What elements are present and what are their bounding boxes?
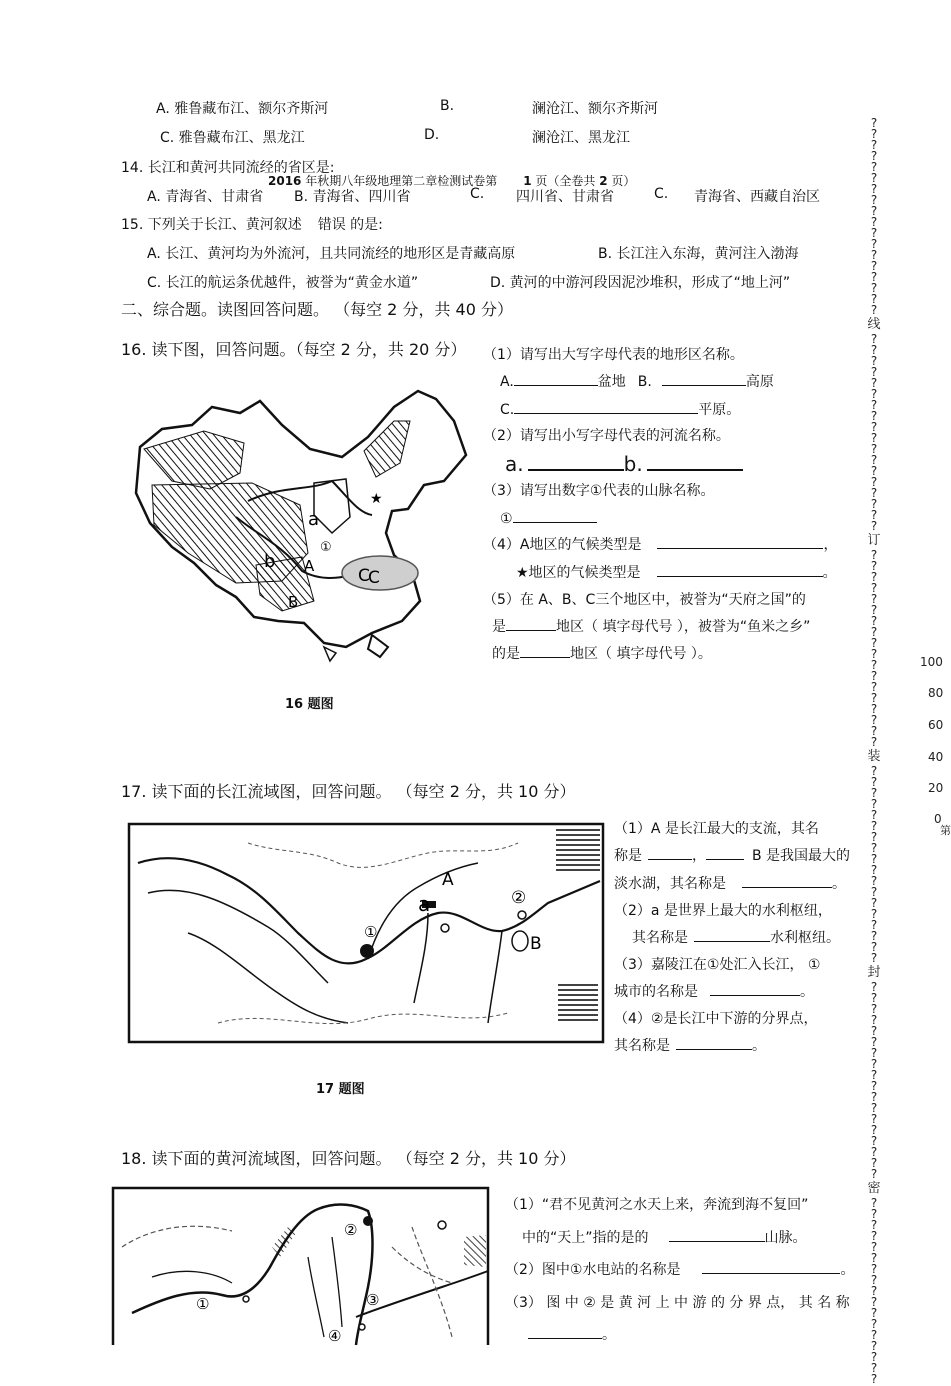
binding-mark: ?	[870, 647, 878, 661]
binding-mark: ?	[870, 764, 878, 778]
q16-p4-star-end: 。	[822, 565, 837, 581]
q16-p1-b-label: B.	[637, 374, 652, 390]
china-terrain-map	[132, 385, 480, 675]
binding-mark: ?	[870, 1057, 878, 1071]
binding-mark: ?	[870, 1156, 878, 1170]
yellow-river-basin-map	[112, 1187, 490, 1345]
binding-mark: ?	[870, 559, 878, 573]
binding-mark: ?	[870, 1306, 878, 1320]
binding-mark: ?	[870, 1229, 878, 1243]
binding-mark: ?	[870, 226, 878, 240]
axis-label-0: 0	[934, 812, 942, 826]
q13-option-d-label: D.	[424, 127, 440, 143]
map16-label-a: a	[308, 509, 320, 530]
binding-mark: ?	[870, 841, 878, 855]
q17-p1b: 称是	[614, 848, 642, 864]
q17-p2: （2）a 是世界上最大的水利枢纽，	[614, 903, 832, 919]
q17-p3b-end: 。	[800, 984, 814, 1000]
q16-p1-plateau: 高原	[745, 374, 774, 390]
binding-mark: ?	[870, 354, 878, 368]
q18-p3b-line	[528, 1324, 616, 1344]
binding-mark: ?	[870, 420, 878, 434]
map17-label-B: B	[530, 934, 542, 954]
q13-option-b: 澜沧江、额尔齐斯河	[532, 101, 658, 117]
binding-mark: ?	[870, 1123, 878, 1137]
binding-mark: ?	[870, 453, 878, 467]
q16-p3: （3）请写出数字①代表的山脉名称。	[483, 483, 715, 499]
q17-blank-tributary2[interactable]	[706, 845, 744, 860]
binding-mark: ?	[870, 724, 878, 738]
binding-mark: ?	[870, 281, 878, 295]
binding-mark: ?	[870, 171, 878, 185]
q16-blank-climate-star[interactable]	[657, 562, 823, 577]
q17-p1c: 淡水湖，其名称是	[614, 876, 726, 892]
binding-char: 订	[867, 533, 881, 548]
binding-mark: ?	[870, 592, 878, 606]
q14-option-d: 青海省、西藏自治区	[694, 189, 820, 205]
binding-mark: ?	[870, 442, 878, 456]
q17-blank-project[interactable]	[694, 927, 770, 942]
binding-mark: ?	[870, 270, 878, 284]
map17-label-A: A	[442, 870, 454, 890]
binding-mark: ?	[870, 387, 878, 401]
binding-mark: ?	[870, 951, 878, 965]
q14-stem: 14. 长江和黄河共同流经的省区是:	[121, 160, 335, 176]
binding-mark: ?	[870, 365, 878, 379]
q16-p5-is: 是	[492, 619, 506, 635]
q15-stem-b: 的是:	[345, 217, 383, 233]
q17-p3b: 城市的名称是	[614, 984, 698, 1000]
binding-mark: ?	[870, 1207, 878, 1221]
q16-blank-river-a[interactable]	[528, 449, 624, 471]
q17-p3: （3）嘉陵江在①处汇入长江， ①	[614, 957, 821, 973]
q16-p4-star-line	[516, 562, 837, 582]
q18-title: 18. 读下面的黄河流域图，回答问题。 （每空 2 分，共 10 分）	[121, 1149, 576, 1168]
binding-mark: ?	[870, 1068, 878, 1082]
binding-mark: ?	[870, 486, 878, 500]
page-char: 第	[940, 824, 951, 837]
q17-blank-lake[interactable]	[742, 873, 832, 888]
q16-blank-b[interactable]	[662, 371, 746, 386]
q17-blank-city[interactable]	[710, 981, 800, 996]
map16-label-b: b	[264, 551, 276, 572]
q16-p5-line2	[492, 643, 712, 663]
binding-mark: ?	[870, 1002, 878, 1016]
q14-option-c-label: C.	[470, 186, 485, 202]
q16-blank-river-b[interactable]	[647, 449, 743, 471]
q18-p2-end: 。	[840, 1262, 855, 1278]
binding-mark: ?	[870, 475, 878, 489]
q16-p4-end: ，	[823, 537, 838, 553]
binding-mark: ?	[870, 1046, 878, 1060]
binding-mark: ?	[870, 1284, 878, 1298]
map16-label-C: C	[358, 566, 370, 586]
binding-mark: ?	[870, 398, 878, 412]
q16-p3-num: ①	[500, 511, 513, 527]
binding-mark: ?	[870, 1145, 878, 1159]
binding-mark: ?	[870, 669, 878, 683]
q16-blank-c[interactable]	[514, 399, 698, 414]
q14-option-a: A. 青海省、甘肃省	[147, 189, 264, 205]
q16-title: 16. 读下图，回答问题。（每空 2 分，共 20 分）	[121, 340, 467, 359]
q16-blank-mountain[interactable]	[513, 508, 597, 523]
header-year: 2016	[268, 174, 302, 188]
q17-title: 17. 读下面的长江流域图，回答问题。 （每空 2 分，共 10 分）	[121, 782, 576, 801]
q18-blank-mountain[interactable]	[669, 1227, 765, 1242]
map16-label-A: A	[304, 557, 315, 575]
binding-mark: ?	[870, 808, 878, 822]
binding-mark: ?	[870, 332, 878, 346]
binding-mark: ?	[870, 237, 878, 251]
binding-mark: ?	[870, 918, 878, 932]
binding-mark: ?	[870, 581, 878, 595]
q16-blank-yumi[interactable]	[520, 643, 570, 658]
q18-p1b-line	[522, 1227, 807, 1247]
binding-char: 密	[867, 1181, 881, 1196]
q17-p2b-line	[632, 927, 840, 947]
map16-star-icon: ★	[370, 491, 383, 507]
binding-mark: ?	[870, 182, 878, 196]
q15-option-a: A. 长江、黄河均为外流河，且共同流经的地形区是青藏高原	[147, 246, 516, 262]
binding-mark: ?	[870, 940, 878, 954]
axis-label-100: 100	[920, 655, 943, 669]
binding-char: 封	[867, 965, 881, 980]
binding-mark: ?	[870, 138, 878, 152]
binding-mark: ?	[870, 1328, 878, 1342]
map18-label-1: ①	[196, 1295, 210, 1313]
q17-p1c-end: 。	[832, 876, 846, 892]
binding-mark: ?	[870, 1251, 878, 1265]
binding-mark: ?	[870, 658, 878, 672]
binding-mark: ?	[870, 863, 878, 877]
binding-mark: ?	[870, 303, 878, 317]
q16-p2-a-label: a.	[505, 452, 524, 476]
binding-mark: ?	[870, 149, 878, 163]
q17-caption: 17 题图	[316, 1082, 365, 1097]
q13-option-b-label: B.	[440, 98, 455, 114]
q13-option-c: C. 雅鲁藏布江、黑龙江	[160, 130, 305, 146]
q16-p5-line1	[492, 616, 810, 636]
q15-option-b: B. 长江注入东海，黄河注入渤海	[598, 246, 799, 262]
q16-p2-b-label: b.	[623, 452, 643, 476]
q17-p1: （1）A 是长江最大的支流，其名	[614, 821, 819, 837]
binding-mark: ?	[870, 116, 878, 130]
binding-mark: ?	[870, 1218, 878, 1232]
q16-blank-tianfu[interactable]	[506, 616, 556, 631]
binding-mark: ?	[870, 797, 878, 811]
map16-label-mountain: ①	[320, 540, 332, 555]
binding-mark: ?	[870, 830, 878, 844]
q17-p1b-comma: ，	[692, 848, 706, 864]
section2-title: 二、综合题。读图回答问题。 （每空 2 分，共 40 分）	[121, 300, 513, 319]
header-page-no: 1	[523, 174, 532, 188]
q15-stem	[121, 214, 383, 234]
binding-mark: ?	[870, 1090, 878, 1104]
binding-mark: ?	[870, 1101, 878, 1115]
q14-option-d-label: C.	[654, 186, 669, 202]
binding-mark: ?	[870, 1262, 878, 1276]
header-page-end: 页）	[607, 174, 636, 188]
binding-mark: ?	[870, 852, 878, 866]
q17-p2b: 其名称是	[632, 930, 688, 946]
axis-label-80: 80	[928, 686, 944, 700]
q16-caption: 16 题图	[285, 697, 334, 712]
binding-mark: ?	[870, 409, 878, 423]
q17-p2b-end: 水利枢纽。	[770, 930, 840, 946]
map16-label-B: B	[288, 593, 299, 611]
binding-mark: ?	[870, 1079, 878, 1093]
q16-blank-a[interactable]	[514, 371, 598, 386]
binding-mark: ?	[870, 508, 878, 522]
binding-mark: ?	[870, 1372, 878, 1386]
binding-mark: ?	[870, 259, 878, 273]
binding-mark: ?	[870, 1317, 878, 1331]
q16-p2-line	[505, 449, 743, 476]
q15-stem-a: 15. 下列关于长江、黄河叙述	[121, 217, 302, 233]
binding-mark: ?	[870, 885, 878, 899]
map17-label-a: a	[418, 892, 431, 916]
q16-p5-area1: 地区（ 填字母代号 ），被誉为“鱼米之乡”	[556, 619, 811, 635]
header-page-mid: 页（全卷共	[531, 174, 600, 188]
q17-p1b-rest: B 是我国最大的	[752, 848, 851, 864]
q13-option-d: 澜沧江、黑龙江	[532, 130, 630, 146]
binding-mark: ?	[870, 1350, 878, 1364]
q16-p4-star: ★地区的气候类型是	[516, 565, 641, 581]
binding-mark: ?	[870, 735, 878, 749]
binding-mark: ?	[870, 775, 878, 789]
binding-mark: ?	[870, 431, 878, 445]
binding-mark: ?	[870, 1240, 878, 1254]
binding-mark: ?	[870, 519, 878, 533]
binding-mark: ?	[870, 1339, 878, 1353]
q18-p2: （2）图中①水电站的名称是	[505, 1262, 681, 1278]
binding-mark: ?	[870, 1112, 878, 1126]
q16-p4-line	[483, 534, 837, 554]
map18-label-3: ③	[366, 1291, 380, 1309]
binding-mark: ?	[870, 680, 878, 694]
binding-mark: ?	[870, 603, 878, 617]
q17-p1c-line	[614, 873, 846, 893]
q17-blank-tributary[interactable]	[648, 845, 692, 860]
map18-label-2: ②	[344, 1221, 358, 1239]
binding-mark: ?	[870, 497, 878, 511]
q17-p1b-line	[614, 845, 850, 865]
binding-mark: ?	[870, 713, 878, 727]
header-title: 年秋期八年级地理第二章检测试卷第	[301, 174, 498, 188]
binding-mark: ?	[870, 1273, 878, 1287]
q18-p1b-end: 山脉。	[764, 1230, 807, 1246]
binding-mark: ?	[870, 702, 878, 716]
binding-mark: ?	[870, 570, 878, 584]
binding-mark: ?	[870, 636, 878, 650]
binding-mark: ?	[870, 127, 878, 141]
q17-p4b-line	[614, 1035, 766, 1055]
binding-mark: ?	[870, 691, 878, 705]
q17-p3b-line	[614, 981, 814, 1001]
map17-label-1: ①	[364, 923, 378, 941]
q17-p4b: 其名称是	[614, 1038, 670, 1054]
q16-p1: （1）请写出大写字母代表的地形区名称。	[483, 347, 744, 363]
q15-option-c: C. 长江的航运条优越件，被誉为“黄金水道”	[147, 275, 419, 291]
q16-blank-climate-a[interactable]	[657, 534, 823, 549]
q18-p3-end: 。	[602, 1327, 616, 1343]
binding-mark: ?	[870, 1196, 878, 1210]
q16-p1-line	[500, 371, 774, 391]
q16-p5-of: 的是	[492, 646, 520, 662]
yangtze-basin-map	[128, 823, 604, 1043]
q16-p1-plain: 平原。	[698, 402, 741, 418]
binding-mark: ?	[870, 215, 878, 229]
binding-mark: ?	[870, 1134, 878, 1148]
binding-mark: ?	[870, 1167, 878, 1181]
q13-option-a: A. 雅鲁藏布江、额尔齐斯河	[156, 101, 329, 117]
q17-p4: （4）②是长江中下游的分界点，	[614, 1011, 818, 1027]
q18-blank-boundary[interactable]	[528, 1324, 602, 1339]
axis-label-60: 60	[928, 718, 944, 732]
binding-mark: ?	[870, 625, 878, 639]
binding-mark: ?	[870, 1024, 878, 1038]
binding-mark: ?	[870, 991, 878, 1005]
binding-mark: ?	[870, 376, 878, 390]
binding-mark: ?	[870, 193, 878, 207]
q17-blank-boundary[interactable]	[676, 1035, 752, 1050]
q18-p2-line	[505, 1259, 854, 1279]
q18-p1b: 中的“天上”指的是的	[522, 1230, 649, 1246]
binding-mark: ?	[870, 786, 878, 800]
axis-label-20: 20	[928, 781, 944, 795]
q16-p2: （2）请写出小写字母代表的河流名称。	[483, 428, 730, 444]
binding-mark: ?	[870, 343, 878, 357]
q16-p1-basin: 盆地	[597, 374, 626, 390]
binding-mark: ?	[870, 819, 878, 833]
q14-option-c: 四川省、甘肃省	[516, 189, 614, 205]
q16-p5-area2: 地区（ 填字母代号 ）。	[570, 646, 712, 662]
q17-p4b-end: 。	[752, 1038, 766, 1054]
q18-blank-station[interactable]	[702, 1259, 840, 1274]
q16-p5: （5）在 A、B、C三个地区中，被誉为“天府之国”的	[483, 592, 806, 608]
binding-mark: ?	[870, 896, 878, 910]
binding-mark: ?	[870, 874, 878, 888]
binding-char: 线	[867, 317, 881, 332]
q18-p1: （1）“君不见黄河之水天上来，奔流到海不复回”	[505, 1197, 809, 1213]
binding-mark: ?	[870, 980, 878, 994]
binding-mark: ?	[870, 614, 878, 628]
binding-mark: ?	[870, 160, 878, 174]
binding-char: 装	[867, 749, 881, 764]
q16-p1c-line	[500, 399, 740, 419]
q15-option-d: D. 黄河的中游河段因泥沙堆积，形成了“地上河”	[490, 275, 791, 291]
binding-mark: ?	[870, 464, 878, 478]
binding-mark: ?	[870, 1013, 878, 1027]
q14-option-b: B. 青海省、四川省	[294, 189, 411, 205]
binding-mark: ?	[870, 248, 878, 262]
q16-p1-c-label: C.	[500, 402, 515, 418]
binding-mark: ?	[870, 1035, 878, 1049]
binding-mark: ?	[870, 1295, 878, 1309]
q16-p3-line	[500, 508, 597, 527]
header-page-total: 2	[599, 174, 608, 188]
q16-p4: （4）A地区的气候类型是	[483, 537, 642, 553]
q18-p3: （3） 图 中 ② 是 黄 河 上 中 游 的 分 界 点， 其 名 称	[505, 1295, 850, 1311]
map16-label-C2: C	[368, 568, 380, 588]
binding-mark: ?	[870, 548, 878, 562]
binding-line	[866, 116, 882, 1386]
map17-label-2: ②	[511, 888, 527, 908]
binding-mark: ?	[870, 204, 878, 218]
axis-label-40: 40	[928, 750, 944, 764]
map18-label-4: ④	[328, 1327, 342, 1345]
binding-mark: ?	[870, 292, 878, 306]
q16-p1-a-label: A.	[500, 374, 514, 390]
q15-stem-err: 错误	[317, 217, 346, 233]
binding-mark: ?	[870, 907, 878, 921]
binding-mark: ?	[870, 929, 878, 943]
binding-mark: ?	[870, 1361, 878, 1375]
